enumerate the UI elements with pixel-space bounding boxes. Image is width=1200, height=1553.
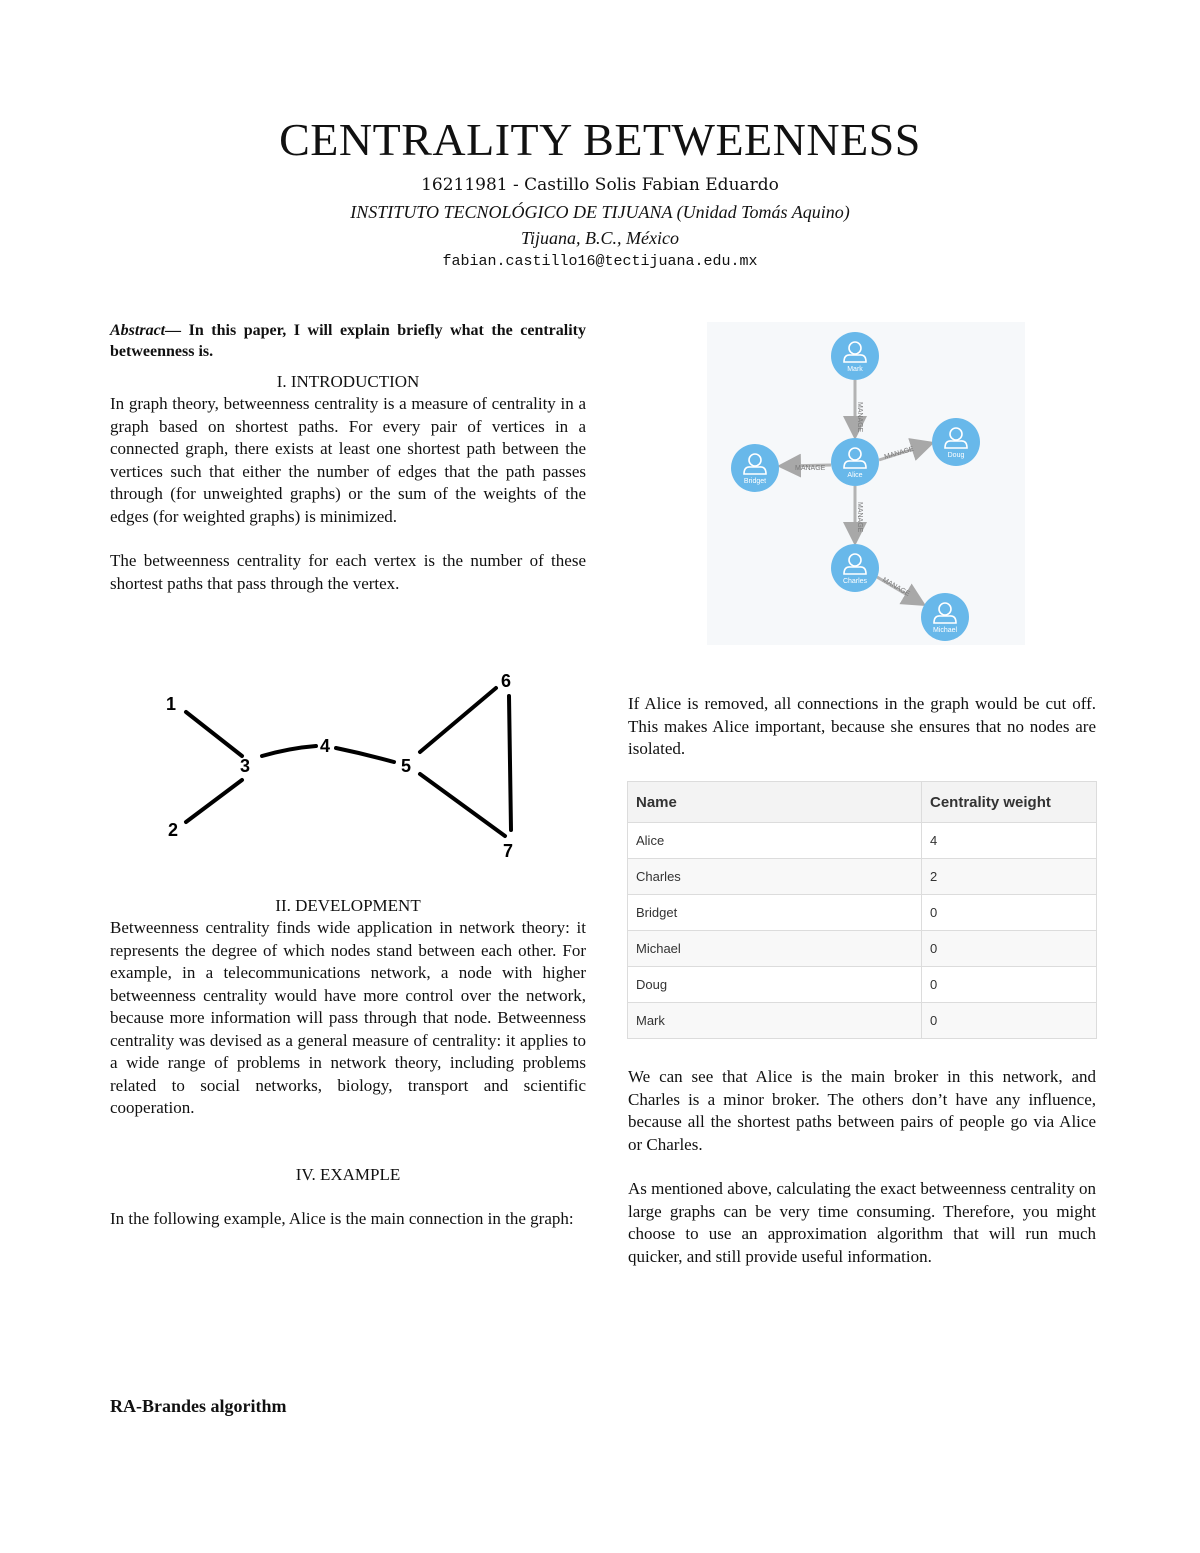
table-cell-weight: 0 [922, 931, 1097, 967]
table-cell-name: Bridget [628, 895, 922, 931]
table-header-row [628, 782, 1097, 823]
node-label: Bridget [743, 478, 767, 485]
abstract-text: In this paper, I will explain briefly what the centrality betweenness is. [110, 322, 586, 360]
node-label-7: 7 [503, 841, 514, 861]
table-cell-weight: 0 [922, 967, 1097, 1003]
node-label: Mark [847, 366, 863, 373]
left-column-bottom [110, 895, 586, 1230]
edge-6-7 [509, 696, 511, 830]
node-label: Alice [847, 472, 863, 479]
node-bridget [731, 444, 779, 492]
node-alice [831, 438, 879, 486]
institution-line: INSTITUTO TECNOLÓGICO DE TIJUANA (Unidad Tomás Aquino) [350, 202, 850, 222]
node-doug [932, 418, 980, 466]
edge-label: MANAGE [856, 402, 863, 433]
right-column-top [628, 693, 1096, 761]
table-cell-weight: 0 [922, 1003, 1097, 1039]
example-paragraph: In the following example, Alice is the main connection in the graph: [110, 1208, 574, 1228]
edge-5-6 [420, 688, 496, 752]
node-charles [831, 544, 879, 592]
centrality-table [627, 781, 1097, 1039]
table-row [628, 1003, 1097, 1039]
email-line: fabian.castillo16@tectijuana.edu.mx [442, 253, 758, 270]
table-row [628, 823, 1097, 859]
edge-2-3 [186, 780, 242, 822]
edge-label: MANAGE [795, 465, 826, 472]
node-mark [831, 332, 879, 380]
table-row [628, 967, 1097, 1003]
numbered-graph-figure [150, 668, 530, 868]
introduction-paragraph-2: The betweenness centrality for each vertex is the number of these shortest paths that pass through the vertex. [110, 551, 586, 593]
table-cell-name: Doug [628, 967, 922, 1003]
introduction-heading: I. INTRODUCTION [276, 372, 420, 391]
edge-1-3 [186, 712, 242, 756]
table-cell-name: Mark [628, 1003, 922, 1039]
development-paragraph: Betweenness centrality finds wide application in network theory: it represents the degree of which nodes stand between each other. For example, in a telecommunications network, a node with higher betweenness centrality would have more control over the network, because more information will pass through that node. Betweenness centrality was devised as a general measure of centrality: it applies to a wide range of problems in network theory, including problems related to social networks, biology, transport and scientific cooperation. [110, 918, 586, 1117]
node-label: Charles [842, 578, 868, 585]
edge-label: MANAGE [883, 445, 915, 461]
table-row [628, 931, 1097, 967]
table-header-name: Name [628, 782, 922, 823]
node-label: Michael [932, 627, 958, 634]
network-graph-figure [707, 322, 1025, 645]
node-label-2: 2 [168, 820, 179, 840]
introduction-paragraph-1: In graph theory, betweenness centrality is a measure of centrality in a graph based on shortest paths. For every pair of vertices in a connected graph, there exists at least one shortest path between the vertices such that either the number of edges that the path passes through (for unweighted graphs) or the sum of the weights of the edges (for weighted graphs) is minimized. [110, 394, 586, 526]
example-heading: IV. EXAMPLE [295, 1164, 401, 1184]
abstract-label: Abstract— [110, 322, 182, 339]
table-row [628, 859, 1097, 895]
table-cell-weight: 4 [922, 823, 1097, 859]
node-label-1: 1 [166, 694, 177, 714]
table-header-weight: Centrality weight [922, 782, 1097, 823]
development-heading: II. DEVELOPMENT [275, 896, 421, 915]
table-cell-name: Charles [628, 859, 922, 895]
right-paragraph-1: If Alice is removed, all connections in the graph would be cut off. This makes Alice important, because she ensures that no nodes are isolated. [628, 694, 1096, 758]
table-row [628, 895, 1097, 931]
right-paragraph-2: We can see that Alice is the main broker in this network, and Charles is a minor broker. The others don’t have any influence, because all the shortest paths between pairs of people go via Alice or Charles. [628, 1067, 1096, 1154]
footer-heading: RA-Brandes algorithm [110, 1396, 287, 1416]
left-column-top [110, 320, 586, 595]
node-label: Doug [947, 452, 965, 459]
table-cell-name: Michael [628, 931, 922, 967]
paper-title: CENTRALITY BETWEENNESS [279, 114, 921, 165]
right-paragraph-3: As mentioned above, calculating the exact betweenness centrality on large graphs can be very time consuming. Therefore, you might choose to use an approximation algorithm that will run much quicker, and still provide useful information. [628, 1179, 1096, 1266]
node-label-6: 6 [501, 671, 512, 691]
edge-label: MANAGE [881, 576, 911, 598]
node-label-3: 3 [240, 756, 251, 776]
table-cell-weight: 2 [922, 859, 1097, 895]
edge-5-7 [420, 774, 505, 836]
table-cell-name: Alice [628, 823, 922, 859]
node-label-4: 4 [320, 736, 331, 756]
edge-label: MANAGE [856, 502, 863, 533]
author-line: 16211981 - Castillo Solis Fabian Eduardo [421, 175, 779, 195]
edge-4-5 [336, 748, 394, 762]
node-label-5: 5 [401, 756, 412, 776]
edge-3-4 [262, 746, 316, 756]
abstract [110, 320, 586, 362]
node-michael [921, 593, 969, 641]
right-column-bottom [628, 1066, 1096, 1268]
location-line: Tijuana, B.C., México [521, 228, 679, 248]
table-cell-weight: 0 [922, 895, 1097, 931]
